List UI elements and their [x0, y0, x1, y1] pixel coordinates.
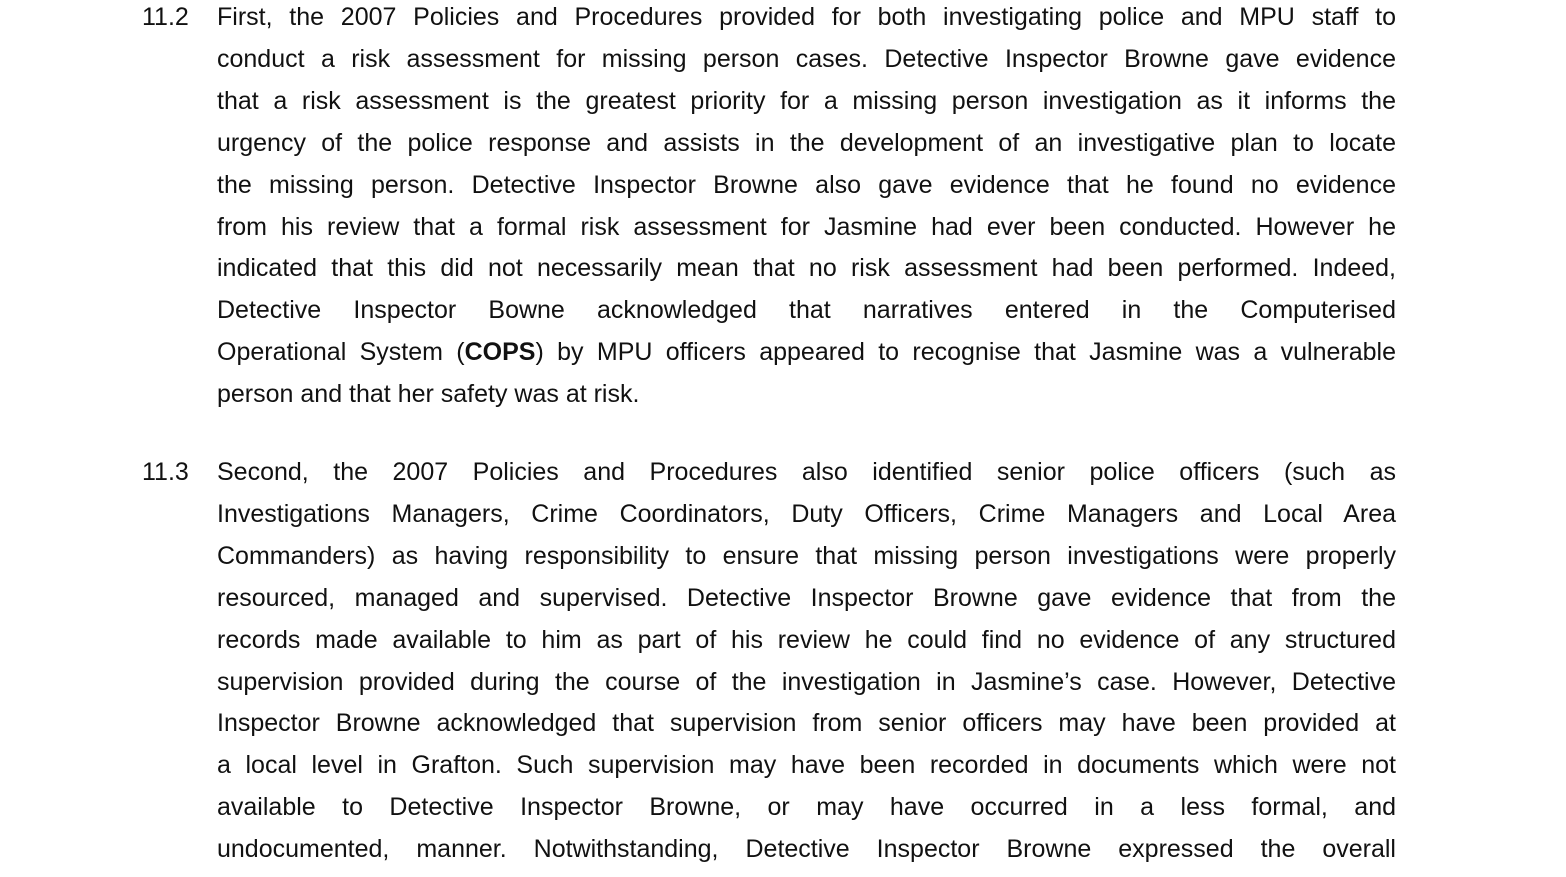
text-line: First, the 2007 Policies and Procedures provided for both investigating police and MPU staff to [217, 3, 1396, 31]
text-fragment: Operational System ( [217, 338, 465, 367]
text-line: Inspector Browne acknowledged that supervision from senior officers may have been provided at [217, 709, 1396, 738]
text-line: resourced, managed and supervised. Detective Inspector Browne gave evidence that from the [217, 583, 1396, 612]
text-line: available to Detective Inspector Browne, or may have occurred in a less formal, and [217, 793, 1396, 822]
text-line: that a risk assessment is the greatest priority for a missing person investigation as it informs the [217, 86, 1396, 115]
paragraph-number: 11.3 [142, 458, 189, 486]
text-line: records made available to him as part of his review he could find no evidence of any structured [217, 625, 1396, 654]
text-line-cops [217, 332, 1396, 374]
text-line: Commanders) as having responsibility to ensure that missing person investigations were properly [217, 541, 1396, 570]
text-line: person and that her safety was at risk. [217, 380, 640, 409]
text-line: Investigations Managers, Crime Coordinators, Duty Officers, Crime Managers and Local Area [217, 499, 1396, 528]
text-line: conduct a risk assessment for missing person cases. Detective Inspector Browne gave evidence [217, 44, 1396, 73]
paragraph-text [217, 0, 1396, 416]
paragraph-number: 11.2 [142, 3, 189, 31]
paragraph-11-3 [142, 452, 1396, 871]
cops-abbreviation: COPS [464, 338, 536, 367]
text-line: undocumented, manner. Notwithstanding, Detective Inspector Browne expressed the overall [217, 835, 1396, 864]
text-line: a local level in Grafton. Such supervision may have been recorded in documents which were not [217, 751, 1396, 780]
text-line: supervision provided during the course of the investigation in Jasmine’s case. However, Detective [217, 667, 1396, 696]
paragraph-11-2 [142, 0, 1396, 416]
text-fragment: ) by MPU officers appeared to recognise that Jasmine was a vulnerable [535, 338, 1396, 367]
paragraph-text [217, 452, 1396, 871]
text-line: Detective Inspector Bowne acknowledged that narratives entered in the Computerised [217, 296, 1396, 325]
text-line: indicated that this did not necessarily mean that no risk assessment had been performed. Indeed, [217, 254, 1396, 283]
text-line: urgency of the police response and assists in the development of an investigative plan to locate [217, 128, 1396, 157]
text-line: from his review that a formal risk assessment for Jasmine had ever been conducted. However he [217, 212, 1396, 241]
text-line: Second, the 2007 Policies and Procedures also identified senior police officers (such as [217, 458, 1396, 486]
text-line: the missing person. Detective Inspector Browne also gave evidence that he found no evidence [217, 170, 1396, 199]
